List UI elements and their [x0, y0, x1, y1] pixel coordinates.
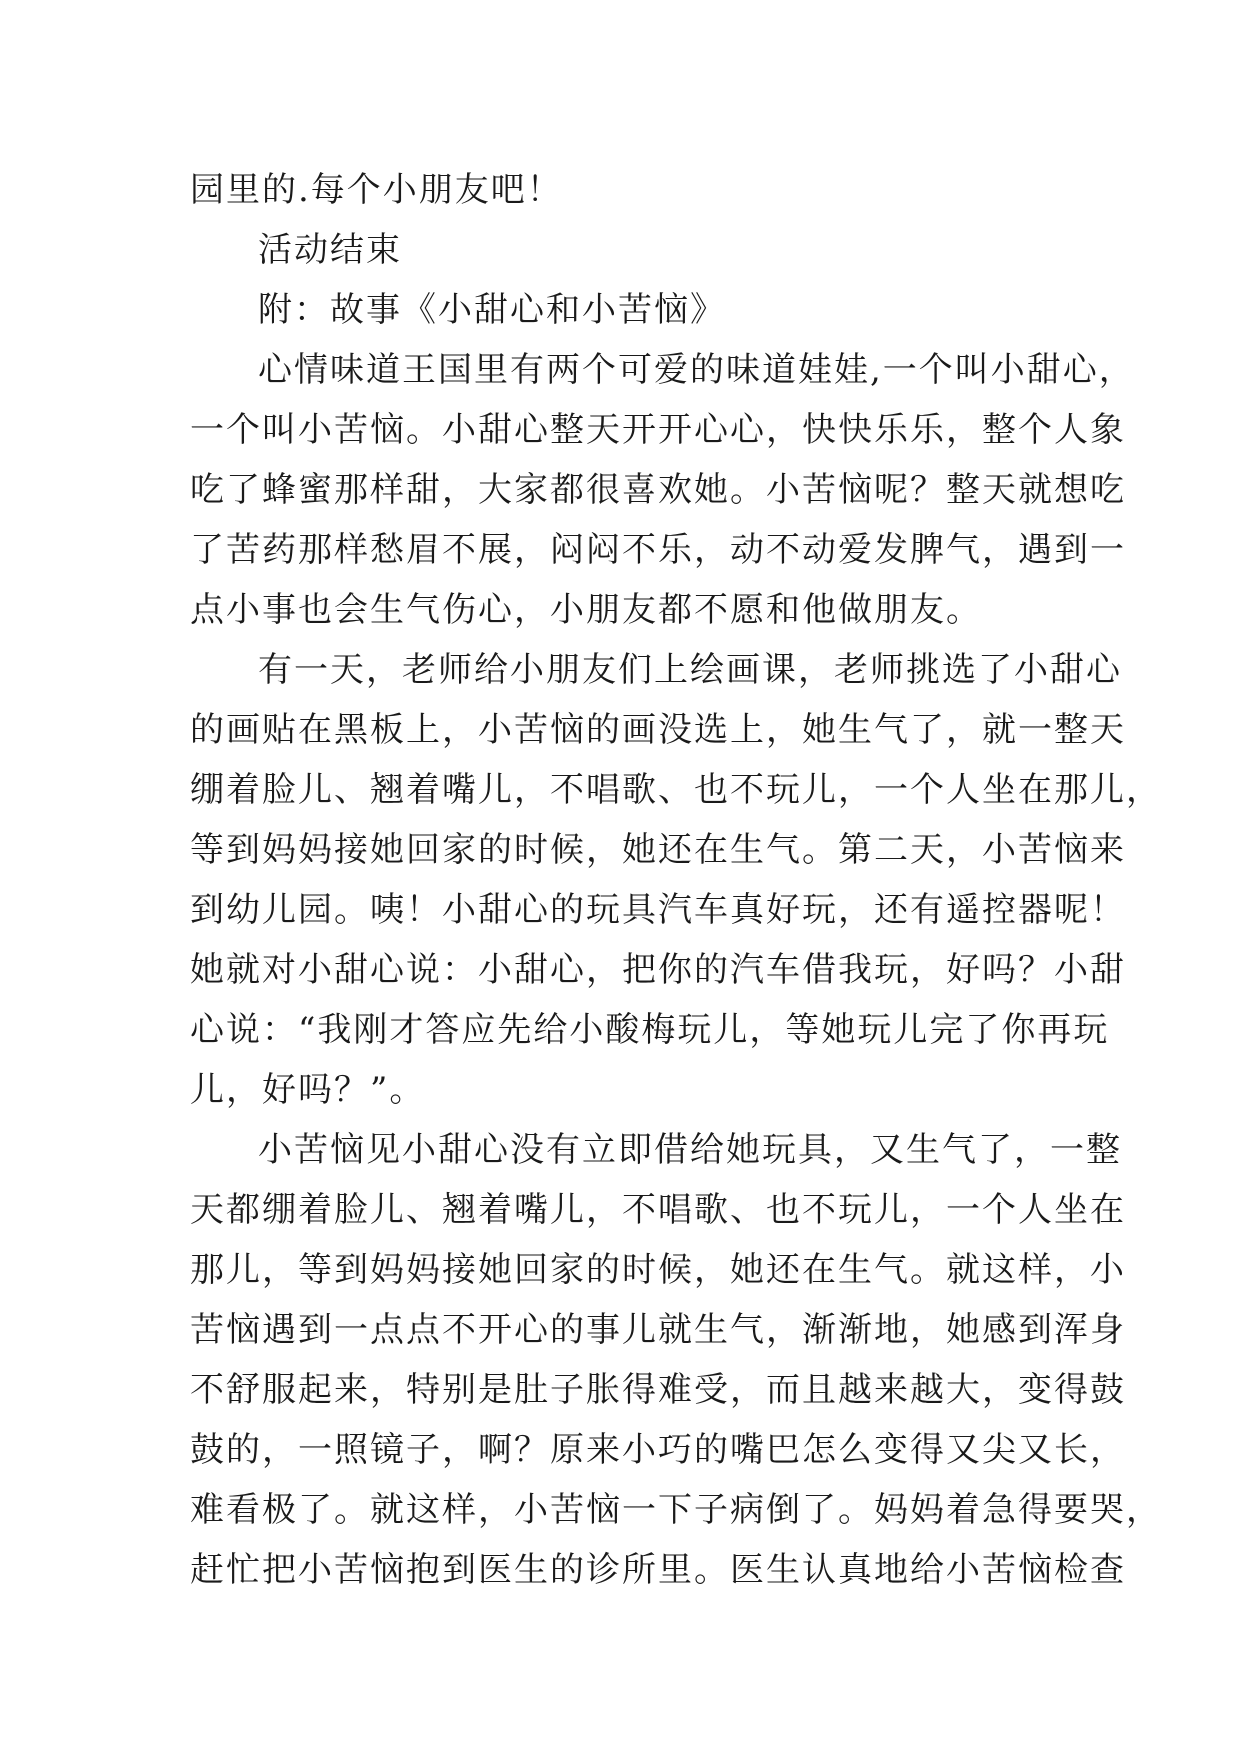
- text-line: 心情味道王国里有两个可爱的味道娃娃,一个叫小甜心，: [258, 350, 1135, 390]
- text-line: 不舒服起来，特别是肚子胀得难受，而且越来越大，变得鼓: [190, 1370, 1126, 1410]
- text-line: 小苦恼见小甜心没有立即借给她玩具，又生气了，一整: [258, 1130, 1122, 1170]
- section-heading: 活动结束: [258, 230, 402, 270]
- text-line: 了苦药那样愁眉不展，闷闷不乐，动不动爱发脾气，遇到一: [190, 530, 1126, 570]
- text-line: 那儿，等到妈妈接她回家的时候，她还在生气。就这样，小: [190, 1250, 1126, 1290]
- text-line: 儿，好吗？”。: [190, 1070, 426, 1110]
- text-line: 点小事也会生气伤心，小朋友都不愿和他做朋友。: [190, 590, 982, 630]
- text-line: 等到妈妈接她回家的时候，她还在生气。第二天，小苦恼来: [190, 830, 1126, 870]
- text-line: 到幼儿园。咦！小甜心的玩具汽车真好玩，还有遥控器呢！: [190, 890, 1126, 930]
- story-text: [190, 160, 1162, 1600]
- text-line: 她就对小甜心说：小甜心，把你的汽车借我玩，好吗？小甜: [190, 950, 1126, 990]
- text-line: 鼓的，一照镜子，啊？原来小巧的嘴巴怎么变得又尖又长，: [190, 1430, 1126, 1470]
- text-line: 吃了蜂蜜那样甜，大家都很喜欢她。小苦恼呢？整天就想吃: [190, 470, 1126, 510]
- text-line: 园里的.每个小朋友吧！: [190, 170, 563, 210]
- text-line: 绷着脸儿、翘着嘴儿，不唱歌、也不玩儿，一个人坐在那儿，: [190, 770, 1162, 810]
- text-line: 苦恼遇到一点点不开心的事儿就生气，渐渐地，她感到浑身: [190, 1310, 1126, 1350]
- text-line: 一个叫小苦恼。小甜心整天开开心心，快快乐乐，整个人象: [190, 410, 1126, 450]
- text-line: 有一天，老师给小朋友们上绘画课，老师挑选了小甜心: [258, 650, 1122, 690]
- text-line: 天都绷着脸儿、翘着嘴儿，不唱歌、也不玩儿，一个人坐在: [190, 1190, 1126, 1230]
- text-line: 的画贴在黑板上，小苦恼的画没选上，她生气了，就一整天: [190, 710, 1126, 750]
- text-line: 心说：“我刚才答应先给小酸梅玩儿，等她玩儿完了你再玩: [190, 1010, 1110, 1050]
- text-line: 难看极了。就这样，小苦恼一下子病倒了。妈妈着急得要哭，: [190, 1490, 1162, 1530]
- appendix-title: 附：故事《小甜心和小苦恼》: [258, 290, 726, 330]
- text-line: 赶忙把小苦恼抱到医生的诊所里。医生认真地给小苦恼检查: [190, 1550, 1126, 1590]
